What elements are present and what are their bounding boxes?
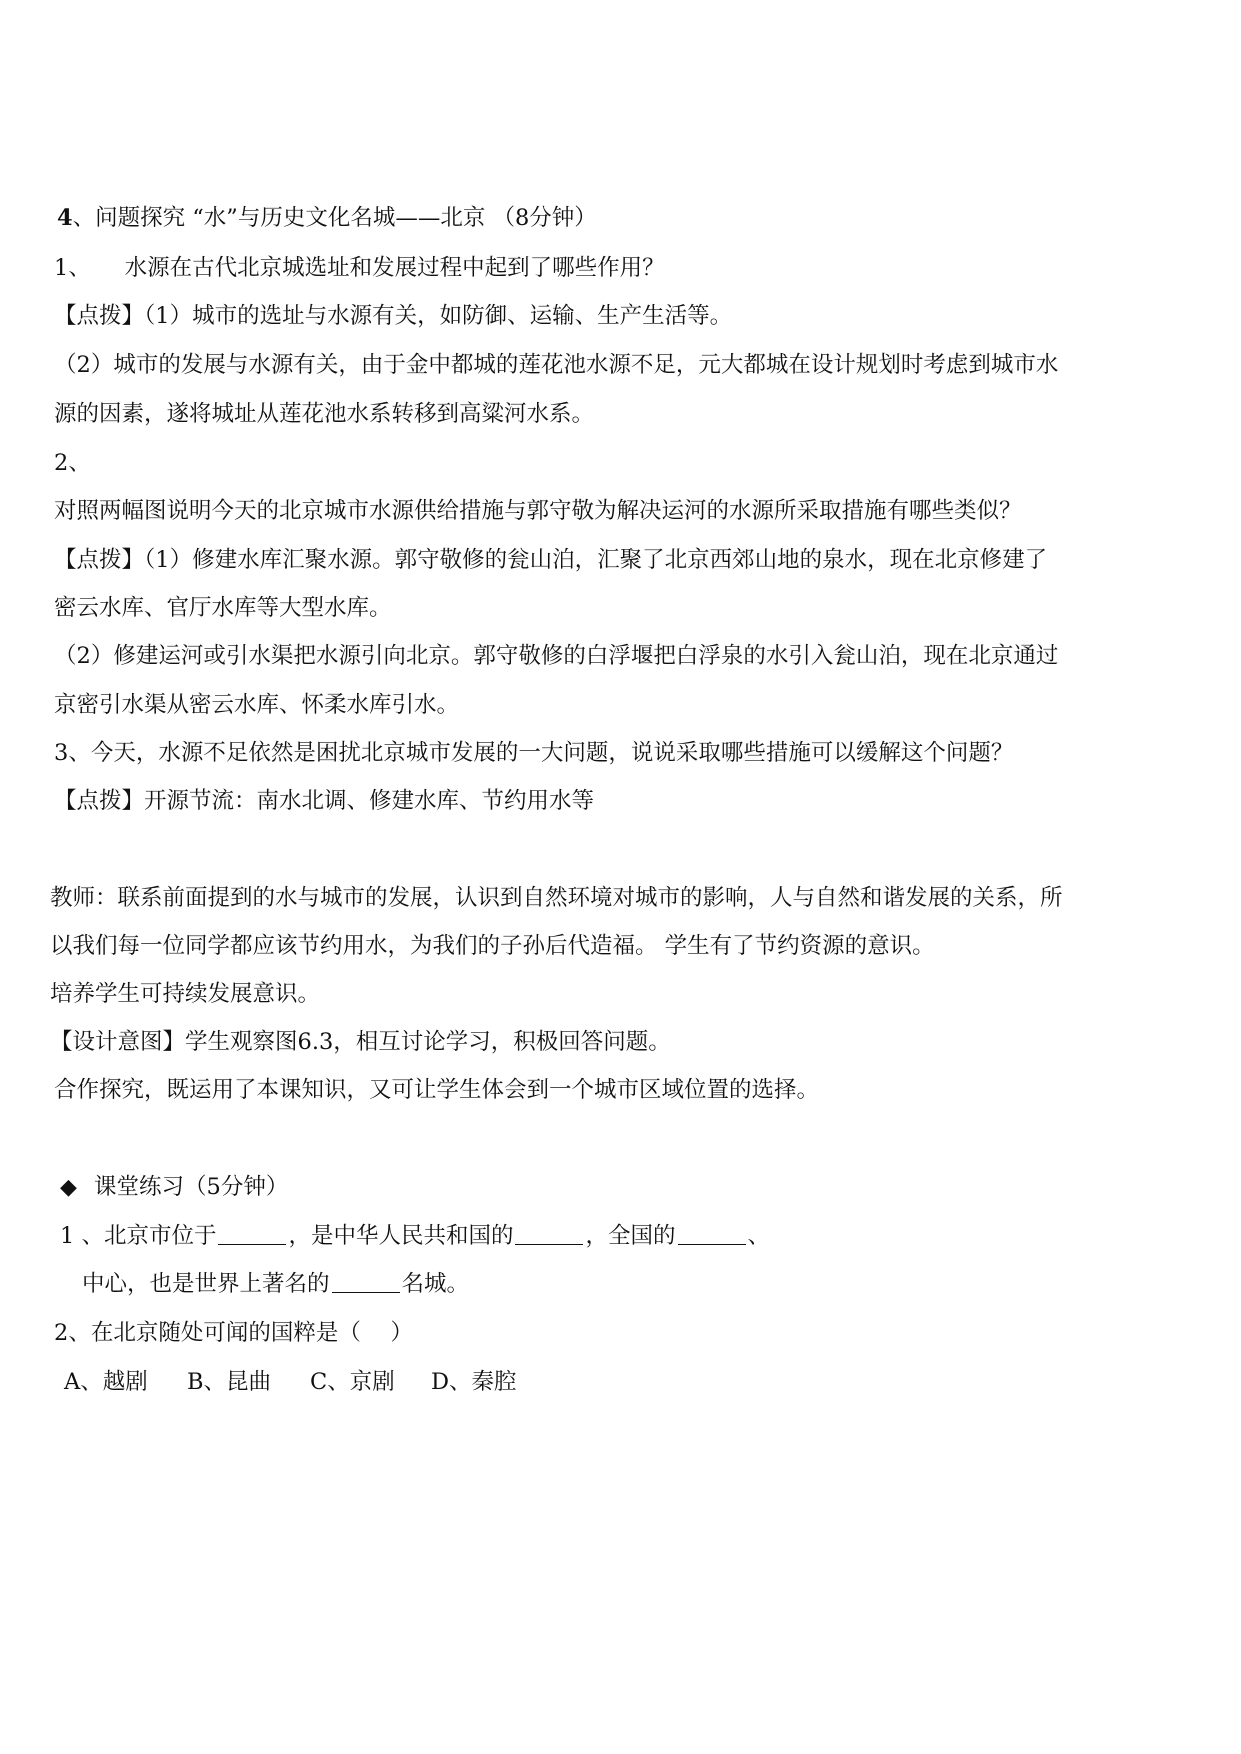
- practice-question-2: 2、在北京随处可闻的国粹是（ ）: [54, 1320, 413, 1346]
- practice-title: [60, 1172, 288, 1203]
- hint-1: [54, 301, 732, 331]
- question-3: 3、今天，水源不足依然是困扰北京城市发展的一大问题，说说采取哪些措施可以缓解这个问题？: [54, 740, 1014, 766]
- option-c[interactable]: C、京剧: [310, 1369, 395, 1395]
- teacher-line-3: 培养学生可持续发展意识。: [50, 981, 321, 1007]
- answer-blank[interactable]: [678, 1224, 746, 1245]
- question-1: 1、 水源在古代北京城选址和发展过程中起到了哪些作用？: [54, 255, 665, 281]
- practice-question-1-line-2: [82, 1269, 469, 1299]
- teacher-line-5: 合作探究，既运用了本课知识，又可让学生体会到一个城市区域位置的选择。: [54, 1077, 820, 1103]
- q1-part-d: 、: [747, 1223, 771, 1249]
- hint-text: （1）城市的选址与水源有关，如防御、运输、生产生活等。: [144, 303, 733, 329]
- option-d[interactable]: D、秦腔: [431, 1369, 517, 1395]
- hint-2-line-2: 密云水库、官厅水库等大型水库。: [54, 595, 392, 621]
- q1-part-f: 名城。: [401, 1271, 470, 1297]
- hint-label: 【点拨】: [54, 788, 145, 814]
- hint-2: [54, 545, 1047, 575]
- design-text: 学生观察图6.3，相互讨论学习，积极回答问题。: [185, 1029, 671, 1055]
- hint-1-paragraph-2-line-1: （2）城市的发展与水源有关，由于金中都城的莲花池水源不足，元大都城在设计规划时考虑到城市水: [54, 352, 1059, 378]
- hint-text: （1）修建水库汇聚水源。郭守敬修的瓮山泊，汇聚了北京西郊山地的泉水，现在北京修建了: [144, 547, 1048, 573]
- q1-part-e: 中心，也是世界上著名的: [82, 1271, 330, 1297]
- hint-3: [54, 786, 594, 816]
- hint-label: 【点拨】: [54, 303, 145, 329]
- teacher-line-2: 以我们每一位同学都应该节约用水，为我们的子孙后代造福。 学生有了节约资源的意识。: [50, 933, 935, 959]
- practice-question-1: [60, 1221, 770, 1251]
- answer-blank[interactable]: [332, 1272, 400, 1293]
- hint-2-paragraph-2-line-1: （2）修建运河或引水渠把水源引向北京。郭守敬修的白浮堰把白浮泉的水引入瓮山泊，现在北京通过: [54, 643, 1059, 669]
- question-2-number: 2、: [54, 450, 91, 476]
- diamond-bullet-icon: ◆: [60, 1175, 77, 1200]
- teacher-line-1: 教师：联系前面提到的水与城市的发展，认识到自然环境对城市的影响，人与自然和谐发展的关系，所: [50, 885, 1063, 911]
- q1-part-b: ，是中华人民共和国的: [288, 1223, 514, 1249]
- practice-title-text: 课堂练习（5分钟）: [94, 1174, 289, 1200]
- heading-number: 4: [57, 205, 73, 231]
- hint-2-paragraph-2-line-2: 京密引水渠从密云水库、怀柔水库引水。: [54, 692, 460, 718]
- question-2-text: 对照两幅图说明今天的北京城市水源供给措施与郭守敬为解决运河的水源所采取措施有哪些类似？: [54, 498, 1022, 524]
- answer-blank[interactable]: [218, 1224, 286, 1245]
- q1-part-a: 1 、北京市位于: [60, 1223, 217, 1249]
- q1-part-c: ，全国的: [585, 1223, 676, 1249]
- option-b[interactable]: B、昆曲: [187, 1369, 272, 1395]
- design-intent: [50, 1027, 671, 1057]
- hint-1-paragraph-2-line-2: 源的因素，遂将城址从莲花池水系转移到高粱河水系。: [54, 401, 595, 427]
- hint-text: 开源节流：南水北调、修建水库、节约用水等: [144, 788, 595, 814]
- answer-blank[interactable]: [515, 1224, 583, 1245]
- section-heading: [57, 203, 597, 233]
- heading-text: 、问题探究 “水”与历史文化名城——北京 （8分钟）: [72, 205, 597, 231]
- hint-label: 【点拨】: [54, 547, 145, 573]
- answer-options: [64, 1367, 517, 1397]
- option-a[interactable]: A、越剧: [64, 1369, 148, 1395]
- design-label: 【设计意图】: [50, 1029, 186, 1055]
